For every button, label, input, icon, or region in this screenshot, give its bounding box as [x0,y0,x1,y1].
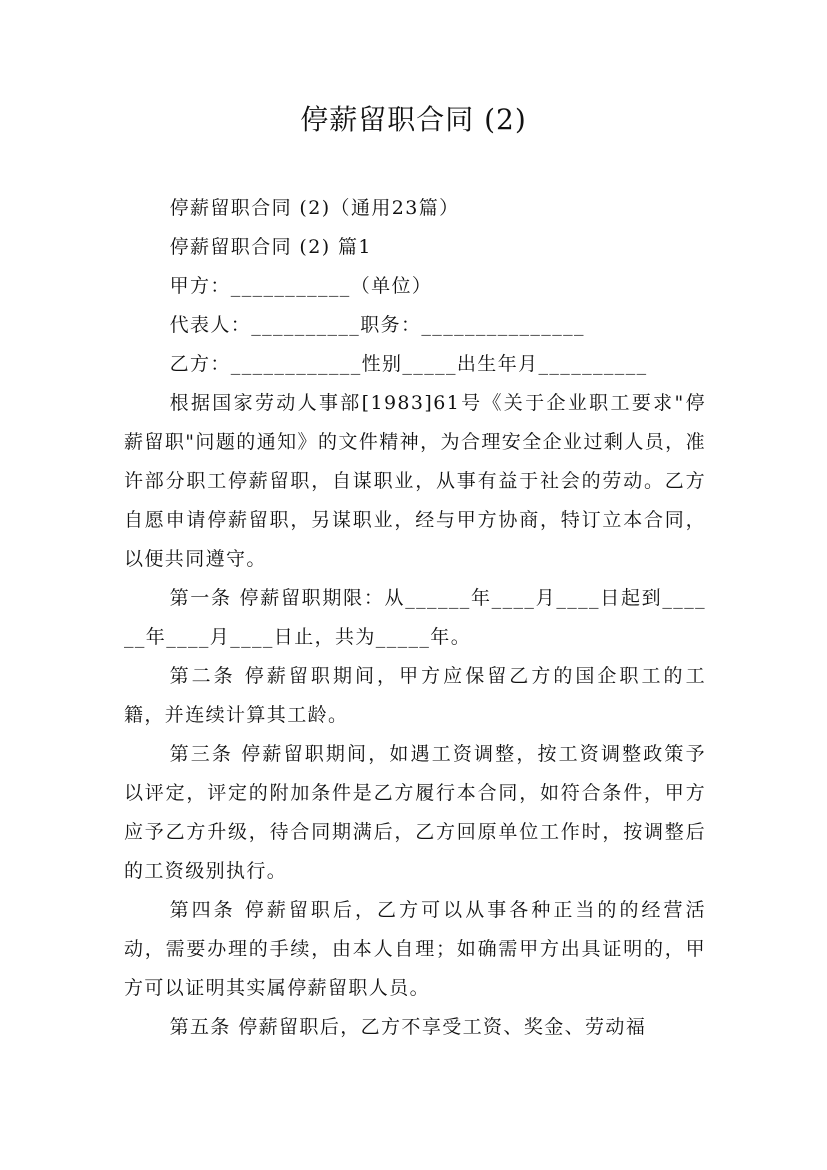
paragraph-article-1: 第一条 停薪留职期限：从______年____月____日起到______年____月____日止，共为_____年。 [124,587,706,648]
paragraph-party-b: 乙方：____________性别_____出生年月__________ [169,353,648,375]
paragraph-article-3: 第三条 停薪留职期间，如遇工资调整，按工资调整政策予以评定，评定的附加条件是乙方履行本合同，如符合条件，甲方应予乙方升级，待合同期满后，乙方回原单位工作时，按调整后的工资级别执行。 [124,743,706,882]
paragraph-article-5: 第五条 停薪留职后，乙方不享受工资、奖金、劳动福 [169,1016,647,1038]
paragraph-article-2: 第二条 停薪留职期间，甲方应保留乙方的国企职工的工籍，并连续计算其工龄。 [124,665,706,726]
paragraph-party-a: 甲方：___________（单位） [169,275,433,297]
paragraph-representative: 代表人：__________职务：_______________ [169,314,585,336]
paragraph-section-heading: 停薪留职合同 (2) 篇1 [169,236,372,258]
document-body [124,189,706,1047]
paragraph-article-4: 第四条 停薪留职后，乙方可以从事各种正当的的经营活动，需要办理的手续，由本人自理；如确需甲方出具证明的，甲方可以证明其实属停薪留职人员。 [124,899,706,999]
document-title: 停薪留职合同 (2) [300,103,527,136]
paragraph-preamble: 根据国家劳动人事部[1983]61号《关于企业职工要求"停薪留职"问题的通知》的文件精神，为合理安全企业过剩人员，准许部分职工停薪留职，自谋职业，从事有益于社会的劳动。乙方自愿申请停薪留职，另谋职业，经与甲方协商，特订立本合同，以便共同遵守。 [124,392,706,570]
paragraph-subtitle: 停薪留职合同 (2)（通用23篇） [169,197,460,219]
